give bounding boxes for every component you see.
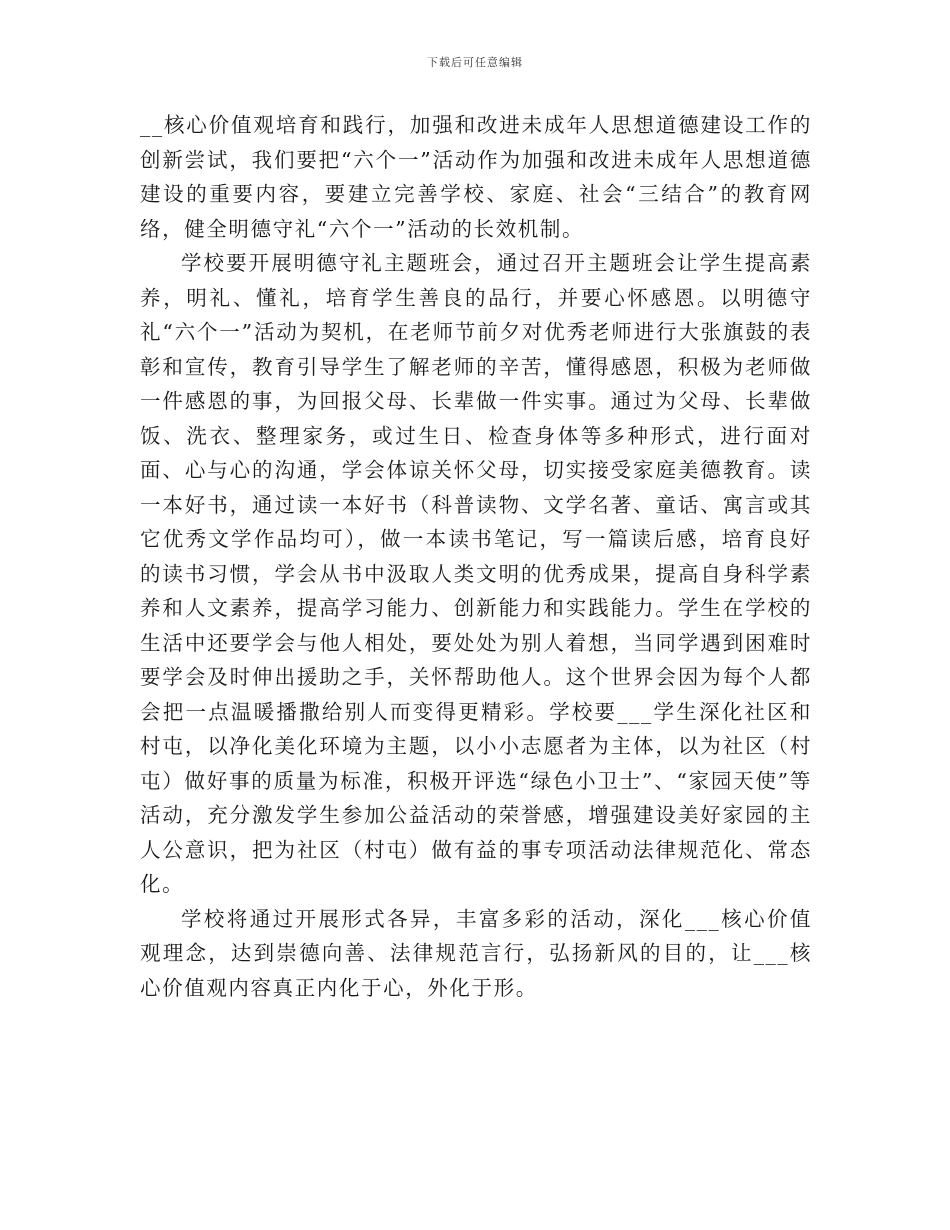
page-header: 下载后可任意编辑 (427, 56, 523, 69)
paragraph-3: 学校将通过开展形式各异，丰富多彩的活动，深化___核心价值观理念，达到崇德向善、法律规范言行，弘扬新风的目的，让___核心价值观内容真正内化于心，外化于形。 (140, 906, 812, 1000)
paragraph-2: 学校要开展明德守礼主题班会，通过召开主题班会让学生提高素养，明礼、懂礼，培育学生善良的品行，并要心怀感恩。以明德守礼“六个一”活动为契机，在老师节前夕对优秀老师进行大张旗鼓的表彰和宣传，教育引导学生了解老师的辛苦，懂得感恩，积极为老师做一件感恩的事，为回报父母、长辈做一件实事。通过为父母、长辈做饭、洗衣、整理家务，或过生日、检查身体等多种形式，进行面对面、心与心的沟通，学会体谅关怀父母，切实接受家庭美德教育。读一本好书，通过读一本好书（科普读物、文学名著、童话、寓言或其它优秀文学作品均可），做一本读书笔记，写一篇读后感，培育良好的读书习惯，学会从书中汲取人类文明的优秀成果，提高自身科学素养和人文素养，提高学习能力、创新能力和实践能力。学生在学校的生活中还要学会与他人相处，要处处为别人着想，当同学遇到困难时要学会及时伸出援助之手，关怀帮助他人。这个世界会因为每个人都会把一点温暖播撒给别人而变得更精彩。学校要___学生深化社区和村屯，以净化美化环境为主题，以小小志愿者为主体，以为社区（村屯）做好事的质量为标准，积极开评选“绿色小卫士”、“家园天使”等活动，充分激发学生参加公益活动的荣誉感，增强建设美好家园的主人公意识，把为社区（村屯）做有益的事专项活动法律规范化、常态化。 (140, 251, 812, 896)
document-body (140, 108, 812, 1005)
paragraph-1: __核心价值观培育和践行，加强和改进未成年人思想道德建设工作的创新尝试，我们要把“六个一”活动作为加强和改进未成年人思想道德建设的重要内容，要建立完善学校、家庭、社会“三结合”的教育网络，健全明德守礼“六个一”活动的长效机制。 (140, 113, 812, 241)
